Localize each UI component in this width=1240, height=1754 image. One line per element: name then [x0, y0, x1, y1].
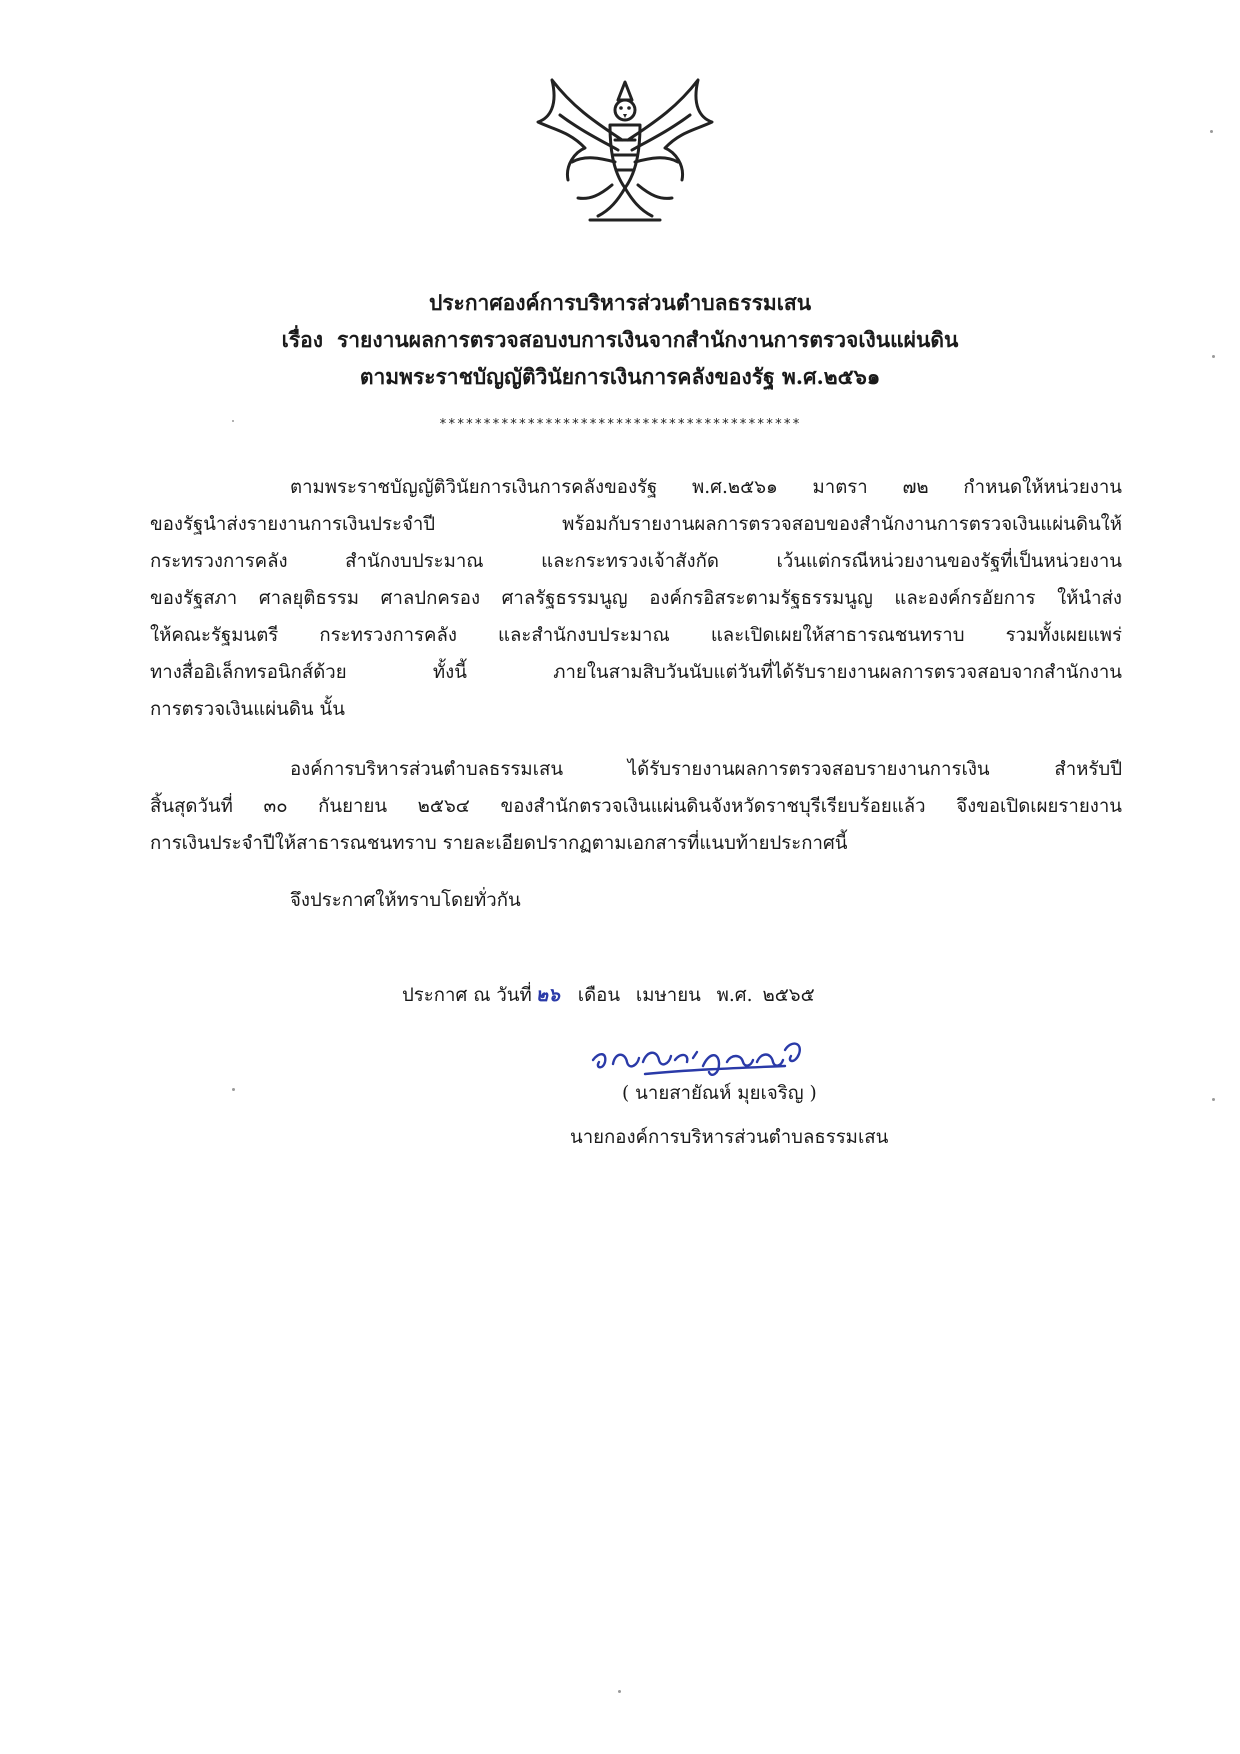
- paragraph-2-line: องค์การบริหารส่วนตำบลธรรมเสน ได้รับรายงานผลการตรวจสอบรายงานการเงิน สำหรับปี: [290, 759, 1122, 780]
- separator-stars: *****************************************: [439, 417, 801, 432]
- paragraph-1: [150, 469, 1122, 728]
- scan-speck: [1212, 1098, 1215, 1101]
- scan-speck: [1210, 130, 1213, 133]
- paragraph-1-line: ให้คณะรัฐมนตรี กระทรวงการคลัง และสำนักงบประมาณ และเปิดเผยให้สาธารณชนทราบ รวมทั้งเผยแพร่: [150, 625, 1122, 646]
- announcement-title: ประกาศองค์การบริหารส่วนตำบลธรรมเสน: [428, 290, 812, 315]
- scan-speck: [1212, 355, 1215, 358]
- date-year: ๒๕๖๕: [762, 985, 815, 1006]
- paragraph-1-line: การตรวจเงินแผ่นดิน นั้น: [150, 699, 345, 720]
- subject-label: เรื่อง: [281, 327, 323, 352]
- announcement-date: [402, 978, 819, 1014]
- closing-statement: จึงประกาศให้ทราบโดยทั่วกัน: [290, 890, 521, 911]
- date-year-label: พ.ศ.: [716, 985, 753, 1006]
- paragraph-1-line: ของรัฐสภา ศาลยุติธรรม ศาลปกครอง ศาลรัฐธรรมนูญ องค์กรอิสระตามรัฐธรรมนูญ และองค์กรอัยการ ให้นำส่ง: [150, 588, 1122, 609]
- paragraph-2-line: สิ้นสุดวันที่ ๓๐ กันยายน ๒๕๖๔ ของสำนักตรวจเงินแผ่นดินจังหวัดราชบุรีเรียบร้อยแล้ว จึงขอเปิดเผยรายงาน: [150, 796, 1122, 817]
- subject-line-1: รายงานผลการตรวจสอบงบการเงินจากสำนักงานการตรวจเงินแผ่นดิน: [336, 327, 959, 352]
- date-month-label: เดือน: [577, 985, 621, 1006]
- date-day-handwritten: ๒๖: [535, 985, 560, 1006]
- date-month: เมษายน: [635, 985, 701, 1006]
- subject-line-2: ตามพระราชบัญญัติวินัยการเงินการคลังของรัฐ พ.ศ.๒๕๖๑: [359, 364, 881, 389]
- paragraph-1-line: ของรัฐนำส่งรายงานการเงินประจำปี พร้อมกับรายงานผลการตรวจสอบของสำนักงานการตรวจเงินแผ่นดินให้: [150, 514, 1122, 535]
- paragraph-2-line: การเงินประจำปีให้สาธารณชนทราบ รายละเอียดปรากฏตามเอกสารที่แนบท้ายประกาศนี้: [150, 833, 848, 854]
- paragraph-2: [150, 751, 1122, 862]
- paragraph-1-line: กระทรวงการคลัง สำนักงบประมาณ และกระทรวงเจ้าสังกัด เว้นแต่กรณีหน่วยงานของรัฐที่เป็นหน่วยงาน: [150, 551, 1122, 572]
- garuda-emblem: [530, 70, 720, 230]
- scan-speck: [232, 1088, 235, 1091]
- paragraph-1-line: ทางสื่ออิเล็กทรอนิกส์ด้วย ทั้งนี้ ภายในสามสิบวันนับแต่วันที่ได้รับรายงานผลการตรวจสอบจากสำนักงาน: [150, 662, 1122, 683]
- signer-name: ( นายสายัณห์ มุยเจริญ ): [622, 1083, 817, 1104]
- scan-speck: [618, 1690, 621, 1693]
- announcement-subject: [0, 325, 1240, 355]
- date-prefix: ประกาศ ณ วันที่: [402, 985, 532, 1006]
- signature-scribble: [585, 1022, 815, 1082]
- paragraph-1-line: ตามพระราชบัญญัติวินัยการเงินการคลังของรัฐ พ.ศ.๒๕๖๑ มาตรา ๗๒ กำหนดให้หน่วยงาน: [290, 477, 1122, 498]
- scan-speck: [232, 420, 234, 422]
- paragraph-3: [150, 882, 1122, 919]
- signer-title: นายกองค์การบริหารส่วนตำบลธรรมเสน: [570, 1127, 889, 1148]
